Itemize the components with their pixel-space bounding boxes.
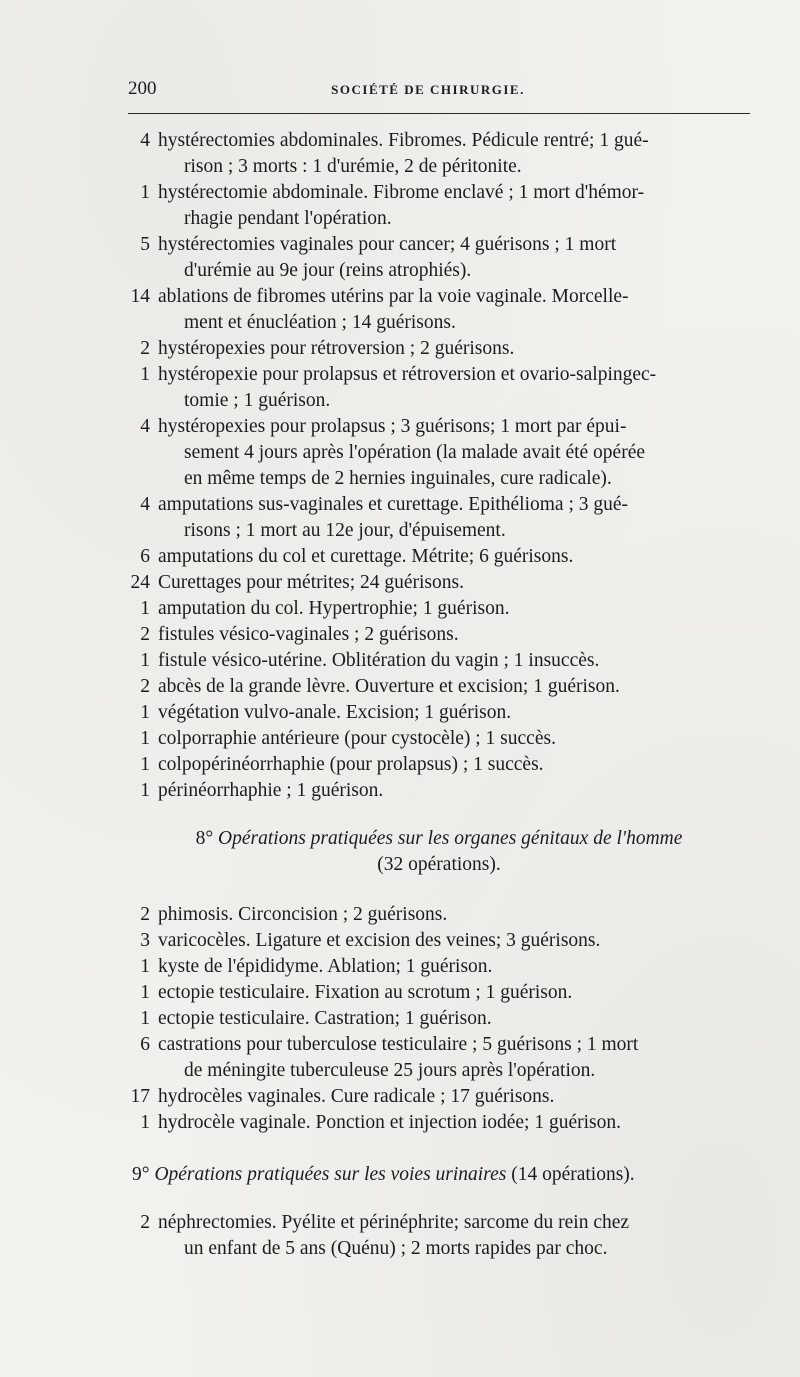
list-item	[128, 622, 750, 648]
list-item	[128, 1006, 750, 1032]
item-count: 2	[140, 338, 150, 359]
item-count: 1	[140, 1112, 150, 1133]
item-text-line: végétation vulvo-anale. Excision; 1 guérison.	[158, 702, 512, 723]
item-text-line: hystéropexie pour prolapsus et rétroversion et ovario-salpingec-	[158, 364, 657, 385]
item-count: 2	[140, 676, 150, 697]
list-item	[128, 980, 750, 1006]
item-count: 4	[140, 494, 150, 515]
item-text-line: fistules vésico-vaginales ; 2 guérisons.	[158, 624, 459, 645]
list-item	[128, 1032, 750, 1084]
item-text-line: Curettages pour métrites; 24 guérisons.	[158, 572, 464, 593]
item-text-line: ectopie testiculaire. Castration; 1 guérison.	[158, 1008, 492, 1029]
list-item	[128, 700, 750, 726]
section-9-title: Opérations pratiquées sur les voies urinaires	[154, 1164, 507, 1185]
item-text-line: hystéropexies pour prolapsus ; 3 guérisons; 1 mort par épui-	[158, 416, 627, 437]
item-text-line: varicocèles. Ligature et excision des veines; 3 guérisons.	[158, 930, 601, 951]
running-head: SOCIÉTÉ DE CHIRURGIE.	[331, 82, 525, 97]
item-text-line: colporraphie antérieure (pour cystocèle) ; 1 succès.	[158, 728, 556, 749]
item-count: 3	[140, 930, 150, 951]
item-count: 1	[140, 728, 150, 749]
item-text-line: fistule vésico-utérine. Oblitération du vagin ; 1 insuccès.	[158, 650, 600, 671]
list-item	[128, 544, 750, 570]
item-text-line: kyste de l'épididyme. Ablation; 1 guérison.	[158, 956, 493, 977]
item-text-line: amputation du col. Hypertrophie; 1 guérison.	[158, 598, 510, 619]
item-text-line: hystérectomies vaginales pour cancer; 4 guérisons ; 1 mort	[158, 234, 617, 255]
item-count: 5	[140, 234, 150, 255]
page-header	[128, 78, 748, 104]
item-count: 1	[140, 182, 150, 203]
list-item	[128, 492, 750, 544]
item-text-line: hystéropexies pour rétroversion ; 2 guérisons.	[158, 338, 515, 359]
item-text-line: amputations du col et curettage. Métrite; 6 guérisons.	[158, 546, 574, 567]
list-item	[128, 284, 750, 336]
item-count: 6	[140, 1034, 150, 1055]
item-count: 1	[140, 702, 150, 723]
item-text-line: sement 4 jours après l'opération (la malade avait été opérée	[184, 442, 646, 463]
list-item	[128, 954, 750, 980]
section-9-count: (14 opérations).	[511, 1164, 635, 1185]
header-rule	[128, 113, 750, 114]
item-count: 2	[140, 624, 150, 645]
item-count: 17	[130, 1086, 150, 1107]
list-item	[128, 778, 750, 804]
list-item	[128, 414, 750, 492]
item-text-line: hystérectomies abdominales. Fibromes. Pédicule rentré; 1 gué-	[158, 130, 649, 151]
item-count: 1	[140, 650, 150, 671]
list-item	[128, 128, 750, 180]
list-item	[128, 928, 750, 954]
list-item	[128, 596, 750, 622]
item-count: 1	[140, 364, 150, 385]
item-text-line: périnéorrhaphie ; 1 guérison.	[158, 780, 384, 801]
item-text-line: hydrocèle vaginale. Ponction et injection iodée; 1 guérison.	[158, 1112, 621, 1133]
operations-list-male	[128, 902, 750, 1136]
list-item	[128, 336, 750, 362]
list-item	[128, 1210, 750, 1262]
item-count: 4	[140, 130, 150, 151]
item-text-line: castrations pour tuberculose testiculaire ; 5 guérisons ; 1 mort	[158, 1034, 639, 1055]
list-item	[128, 902, 750, 928]
section-8-subtitle: (32 opérations).	[377, 854, 501, 875]
item-text-line: un enfant de 5 ans (Quénu) ; 2 morts rapides par choc.	[184, 1238, 608, 1259]
section-8-title: Opérations pratiquées sur les organes génitaux de l'homme	[218, 828, 683, 849]
item-text-line: rhagie pendant l'opération.	[184, 208, 392, 229]
item-count: 1	[140, 598, 150, 619]
item-count: 1	[140, 780, 150, 801]
item-count: 6	[140, 546, 150, 567]
item-text-line: risons ; 1 mort au 12e jour, d'épuisement.	[184, 520, 506, 541]
item-count: 1	[140, 956, 150, 977]
list-item	[128, 752, 750, 778]
item-text-line: abcès de la grande lèvre. Ouverture et excision; 1 guérison.	[158, 676, 620, 697]
item-count: 24	[130, 572, 150, 593]
item-count: 4	[140, 416, 150, 437]
item-text-line: néphrectomies. Pyélite et périnéphrite; sarcome du rein chez	[158, 1212, 630, 1233]
item-count: 1	[140, 982, 150, 1003]
item-text-line: en même temps de 2 hernies inguinales, cure radicale).	[184, 468, 612, 489]
item-count: 14	[130, 286, 150, 307]
list-item	[128, 1110, 750, 1136]
list-item	[128, 726, 750, 752]
list-item	[128, 362, 750, 414]
item-text-line: hydrocèles vaginales. Cure radicale ; 17 guérisons.	[158, 1086, 555, 1107]
item-text-line: ectopie testiculaire. Fixation au scrotum ; 1 guérison.	[158, 982, 573, 1003]
section-8-ordinal: 8°	[195, 828, 214, 849]
item-text-line: ablations de fibromes utérins par la voie vaginale. Morcelle-	[158, 286, 629, 307]
list-item	[128, 570, 750, 596]
page-number: 200	[128, 78, 157, 99]
item-text-line: tomie ; 1 guérison.	[184, 390, 331, 411]
item-text-line: d'urémie au 9e jour (reins atrophiés).	[184, 260, 472, 281]
item-count: 2	[140, 904, 150, 925]
list-item	[128, 674, 750, 700]
item-text-line: rison ; 3 morts : 1 d'urémie, 2 de péritonite.	[184, 156, 522, 177]
operations-list-urinary	[128, 1210, 750, 1262]
item-text-line: phimosis. Circoncision ; 2 guérisons.	[158, 904, 448, 925]
item-text-line: hystérectomie abdominale. Fibrome enclavé ; 1 mort d'hémor-	[158, 182, 645, 203]
item-text-line: ment et énucléation ; 14 guérisons.	[184, 312, 456, 333]
list-item	[128, 232, 750, 284]
list-item	[128, 180, 750, 232]
section-9-ordinal: 9°	[132, 1164, 150, 1185]
list-item	[128, 1084, 750, 1110]
operations-list-female	[128, 128, 750, 804]
item-count: 1	[140, 1008, 150, 1029]
item-text-line: amputations sus-vaginales et curettage. Epithélioma ; 3 gué-	[158, 494, 629, 515]
section-8-heading	[128, 826, 750, 878]
section-9-heading	[128, 1162, 750, 1188]
item-count: 1	[140, 754, 150, 775]
item-text-line: de méningite tuberculeuse 25 jours après l'opération.	[184, 1060, 596, 1081]
list-item	[128, 648, 750, 674]
item-count: 2	[140, 1212, 150, 1233]
page-body	[128, 128, 750, 1262]
item-text-line: colpopérinéorrhaphie (pour prolapsus) ; 1 succès.	[158, 754, 544, 775]
